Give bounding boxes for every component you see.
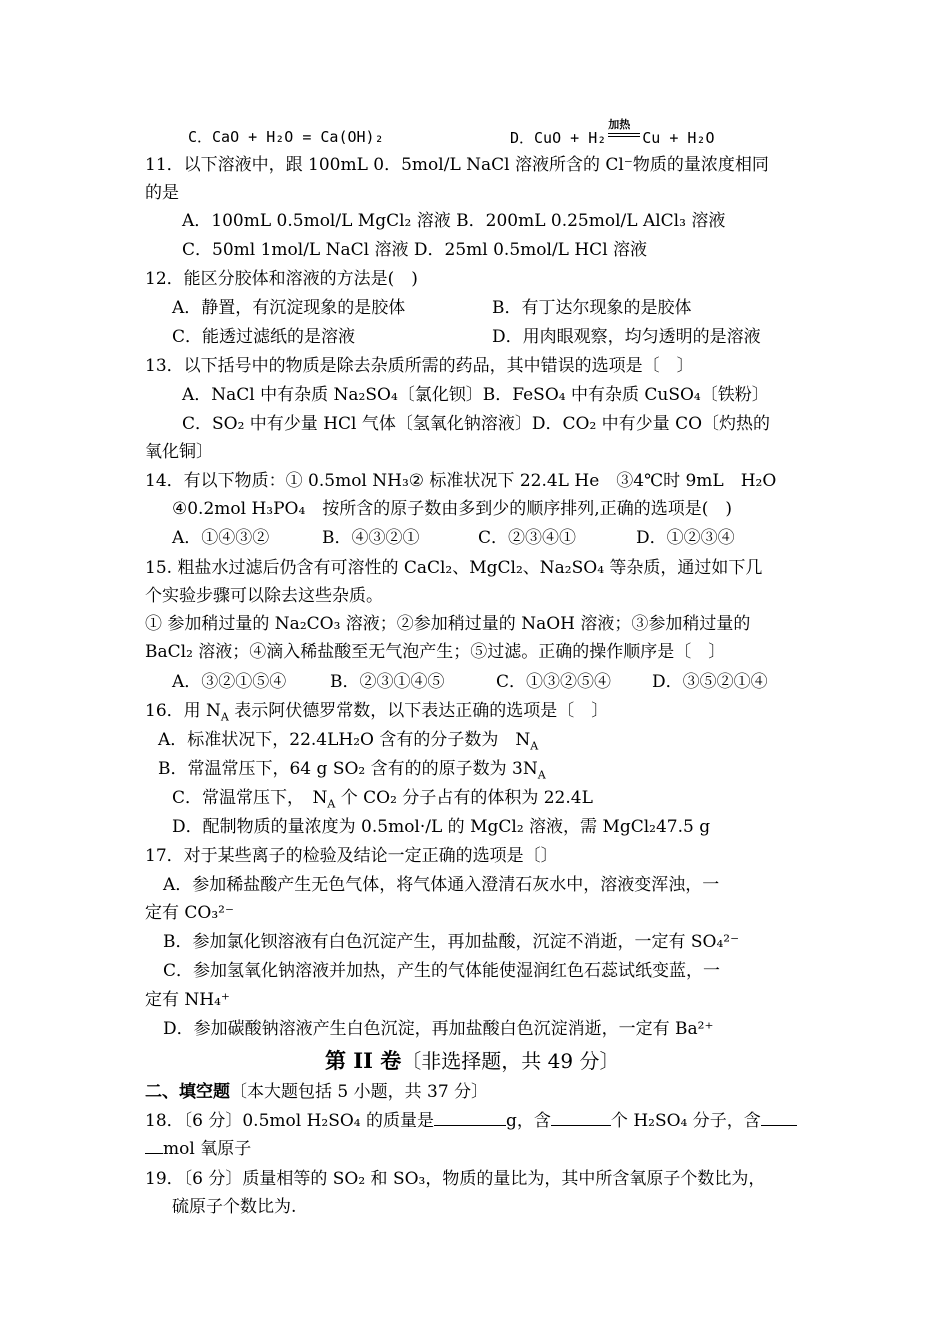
q14-option-c: C．②③④①	[478, 528, 577, 548]
part2-title-rest: 〔非选择题，共 49 分〕	[401, 1049, 620, 1073]
q17-option-c-line1: C．参加氢氧化钠溶液并加热，产生的气体能使湿润红色石蕊试纸变蓝，一	[163, 961, 721, 981]
q13-options-cd: C．SO₂ 中有少量 HCl 气体〔氢氧化钠溶液〕D．CO₂ 中有少量 CO〔灼热的	[182, 414, 771, 434]
q14-stem-line1: 14．有以下物质：① 0.5mol NH₃② 标准状况下 22.4L He ③4℃时 9mL H₂O	[145, 471, 777, 491]
q12-option-b: B．有丁达尔现象的是胶体	[492, 298, 692, 318]
q15-stem-line1: 15. 粗盐水过滤后仍含有可溶性的 CaCl₂、MgCl₂、Na₂SO₄ 等杂质，通过如下几	[145, 558, 763, 578]
q18-text-d: mol 氧原子	[163, 1139, 252, 1159]
part2-title	[325, 1047, 619, 1075]
q18-blank-molecules[interactable]	[551, 1109, 611, 1126]
q10-option-c: C．CaO + H₂O = Ca(OH)₂	[188, 128, 384, 146]
heating-arrow-icon	[606, 118, 642, 143]
q14-option-b: B．④③②①	[322, 528, 420, 548]
q15-stem-line3: ① 参加稍过量的 Na₂CO₃ 溶液；②参加稍过量的 NaOH 溶液；③参加稍过量的	[145, 614, 751, 634]
q16-option-a: A．标准状况下，22.4LH₂O 含有的分子数为 $N_A$	[158, 730, 539, 753]
q13-options-cd-cont: 氧化铜〕	[145, 442, 213, 462]
q13-options-ab: A．NaCl 中有杂质 Na₂SO₄〔氯化钡〕B．FeSO₄ 中有杂质 CuSO₄〔铁粉〕	[182, 385, 769, 405]
part2-title-bold: 第 II 卷	[325, 1048, 402, 1073]
q17-option-a-line1: A．参加稀盐酸产生无色气体，将气体通入澄清石灰水中，溶液变浑浊，一	[163, 875, 720, 895]
heating-condition: 加热	[608, 118, 631, 131]
q12-option-a: A．静置，有沉淀现象的是胶体	[172, 298, 406, 318]
q11-stem-line1: 11．以下溶液中，跟 100mL 0．5mol/L NaCl 溶液所含的 Cl⁻物质的量浓度相同	[145, 155, 769, 175]
q17-option-c-line2: 定有 NH₄⁺	[145, 990, 230, 1010]
q19-line1: 19．〔6 分〕质量相等的 SO₂ 和 SO₃，物质的量比为，其中所含氧原子个数比为，	[145, 1169, 766, 1189]
q18-blank-mass[interactable]	[434, 1109, 506, 1126]
q18-line1	[145, 1109, 797, 1133]
q18-blank-oxygen-part1[interactable]	[761, 1109, 797, 1126]
q15-option-d: D．③⑤②①④	[652, 672, 768, 692]
q10-option-d-products: Cu + H₂O	[642, 129, 715, 147]
q17-option-a-line2: 定有 CO₃²⁻	[145, 903, 234, 923]
q15-stem-line2: 个实验步骤可以除去这些杂质。	[145, 586, 383, 606]
section2-heading-rest: 〔本大题包括 5 小题，共 37 分〕	[230, 1082, 489, 1102]
q12-stem: 12．能区分胶体和溶液的方法是( )	[145, 269, 418, 289]
q10-option-d-reactants: D．CuO + H₂	[510, 129, 607, 147]
q11-options-cd: C．50ml 1mol/L NaCl 溶液 D．25ml 0.5mol/L HCl 溶液	[182, 240, 648, 260]
q14-option-d: D．①②③④	[636, 528, 735, 548]
q15-option-a: A．③②①⑤④	[172, 672, 287, 692]
q16-stem: 16．用 $N_A$ 表示阿伏德罗常数，以下表达正确的选项是〔 〕	[145, 701, 609, 724]
q17-stem: 17．对于某些离子的检验及结论一定正确的选项是〔〕	[145, 846, 558, 866]
q12-option-c: C．能透过滤纸的是溶液	[172, 327, 356, 347]
section2-heading-bold: 二、填空题	[145, 1082, 230, 1102]
q16-option-c: C．常温常压下， $N_A$ 个 CO₂ 分子占有的体积为 22.4L	[172, 788, 593, 811]
q18-text-a: 18．〔6 分〕0.5mol H₂SO₄ 的质量是	[145, 1111, 435, 1131]
q18-text-b: g，含	[506, 1111, 551, 1131]
q17-option-d: D．参加碳酸钠溶液产生白色沉淀，再加盐酸白色沉淀消逝，一定有 Ba²⁺	[163, 1019, 714, 1039]
q10-option-d	[510, 118, 715, 150]
q11-stem-line2: 的是	[145, 183, 179, 203]
q16-option-d: D．配制物质的量浓度为 0.5mol·/L 的 MgCl₂ 溶液，需 MgCl₂47.5 g	[172, 817, 711, 837]
q16-option-b: B．常温常压下，64 g SO₂ 含有的的原子数为 $3N_A$	[158, 759, 546, 782]
q18-text-c: 个 H₂SO₄ 分子，含	[610, 1111, 761, 1131]
q19-line2: 硫原子个数比为.	[172, 1197, 297, 1217]
q12-option-d: D．用肉眼观察，均匀透明的是溶液	[492, 327, 761, 347]
q15-option-c: C．①③②⑤④	[496, 672, 612, 692]
q14-stem-line2: ④0.2mol H₃PO₄ 按所含的原子数由多到少的顺序排列,正确的选项是( )	[172, 499, 732, 519]
q14-option-a: A．①④③②	[172, 528, 270, 548]
q15-option-b: B．②③①④⑤	[330, 672, 445, 692]
q13-stem: 13．以下括号中的物质是除去杂质所需的药品，其中错误的选项是〔 〕	[145, 356, 694, 376]
section2-heading	[145, 1080, 488, 1104]
q17-option-b: B．参加氯化钡溶液有白色沉淀产生，再加盐酸，沉淀不消逝，一定有 SO₄²⁻	[163, 932, 740, 952]
q15-stem-line4: BaCl₂ 溶液；④滴入稀盐酸至无气泡产生；⑤过滤。正确的操作顺序是〔 〕	[145, 642, 726, 662]
q18-blank-oxygen-part2[interactable]	[145, 1137, 163, 1154]
q11-options-ab: A．100mL 0.5mol/L MgCl₂ 溶液 B．200mL 0.25mol/L AlCl₃ 溶液	[182, 211, 726, 231]
q18-line2	[145, 1137, 251, 1161]
